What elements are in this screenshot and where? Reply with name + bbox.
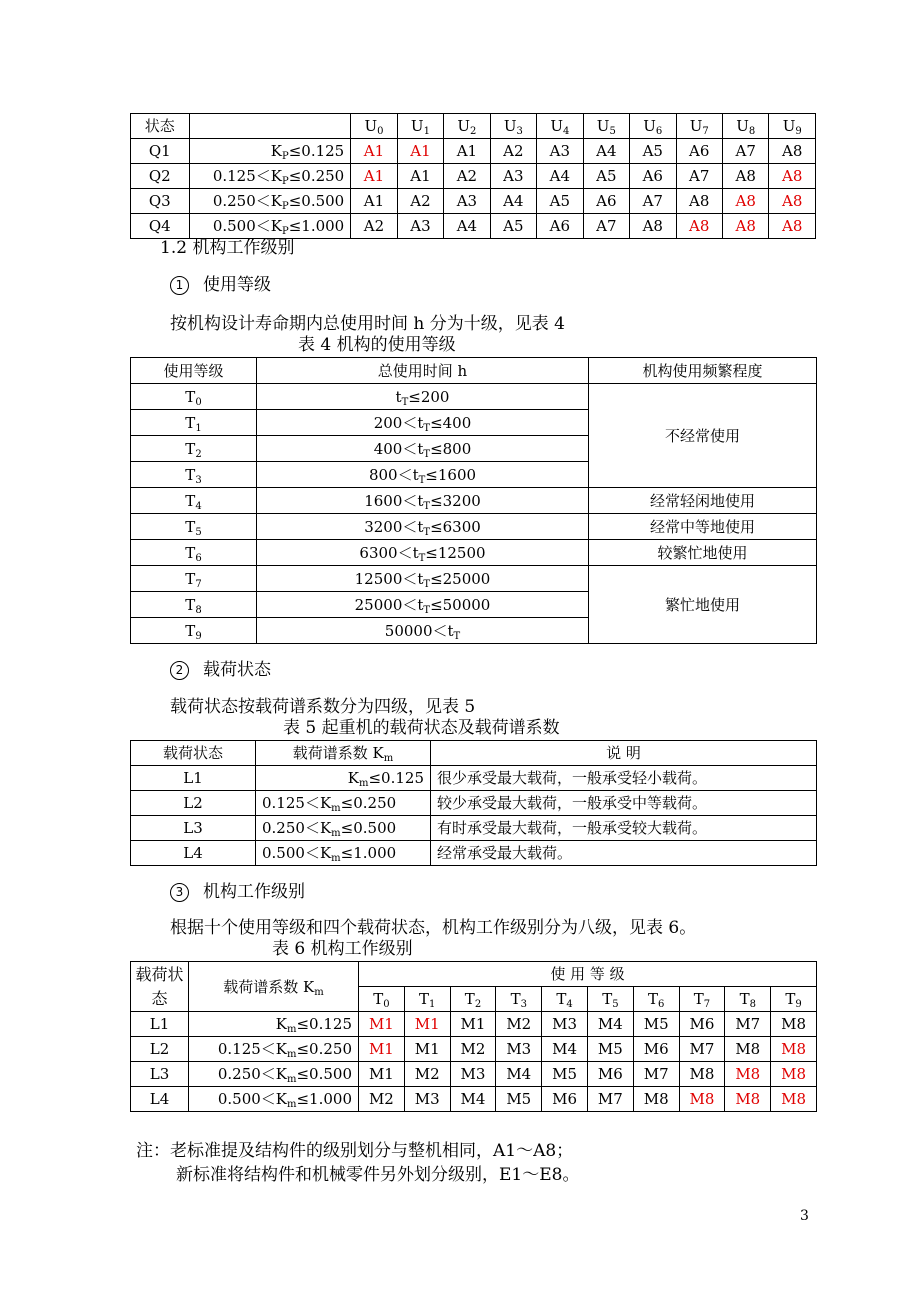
level-cell: A3 (397, 214, 443, 239)
level-cell: A6 (630, 164, 676, 189)
table-header-row (131, 962, 817, 987)
state-cell: Q2 (131, 164, 190, 189)
table-row (131, 164, 816, 189)
state-cell: L1 (131, 766, 256, 791)
level-cell: M6 (587, 1062, 633, 1087)
table-load-states (130, 740, 817, 866)
level-cell: M8 (679, 1062, 725, 1087)
level-cell: A2 (397, 189, 443, 214)
section-heading: 1.2 机构工作级别 (160, 238, 295, 258)
table-row (131, 514, 817, 540)
paragraph-3: 根据十个使用等级和四个载荷状态，机构工作级别分为八级，见表 6。 (170, 918, 697, 938)
level-cell: M1 (404, 1037, 450, 1062)
level-cell: A8 (676, 214, 722, 239)
level-cell: M6 (679, 1012, 725, 1037)
paragraph-1: 按机构设计寿命期内总使用时间 h 分为十级，见表 4 (170, 314, 565, 334)
coef-cell: $0.500<K_m\le 1.000$ (189, 1087, 359, 1112)
table-row (131, 189, 816, 214)
level-cell: M3 (496, 1037, 542, 1062)
grade-header-cell: $T_8$ (725, 987, 771, 1012)
level-cell: M1 (450, 1012, 496, 1037)
table-usage-grades (130, 357, 817, 644)
level-cell: A5 (490, 214, 536, 239)
level-cell: M8 (725, 1037, 771, 1062)
header-cell: 载荷状态 (131, 962, 189, 1012)
circled-number: 2 (170, 661, 189, 680)
time-cell: $t_T\le 200$ (257, 384, 589, 410)
level-cell: M5 (542, 1062, 588, 1087)
level-cell: M8 (771, 1062, 817, 1087)
coef-cell: $0.250<K_m\le 0.500$ (256, 816, 431, 841)
description-cell: 经常承受最大载荷。 (431, 841, 817, 866)
table-row (131, 1087, 817, 1112)
level-cell: M8 (771, 1087, 817, 1112)
frequency-cell: 较繁忙地使用 (589, 540, 817, 566)
table-row (131, 540, 817, 566)
table-row (131, 214, 816, 239)
header-cell: 载荷谱系数 $K_m$ (189, 962, 359, 1012)
grade-header-cell: $U_3$ (490, 114, 536, 139)
coef-cell: $K_m\le 0.125$ (256, 766, 431, 791)
range-cell: $0.250<K_P\le 0.500$ (189, 189, 351, 214)
level-cell: M2 (450, 1037, 496, 1062)
level-cell: A4 (444, 214, 490, 239)
grade-header-cell: $T_3$ (496, 987, 542, 1012)
level-cell: A7 (630, 189, 676, 214)
level-cell: M8 (725, 1062, 771, 1087)
table5-caption: 表 5 起重机的载荷状态及载荷谱系数 (283, 718, 560, 738)
grade-cell: $T_2$ (131, 436, 257, 462)
table-header-row (131, 358, 817, 384)
item-heading-2 (170, 658, 271, 682)
state-cell: L3 (131, 1062, 189, 1087)
grade-header-cell: $T_6$ (633, 987, 679, 1012)
time-cell: $12500<t_T\le 25000$ (257, 566, 589, 592)
level-cell: A4 (583, 139, 629, 164)
grade-header-cell: $U_9$ (769, 114, 816, 139)
range-cell: $0.125<K_P\le 0.250$ (189, 164, 351, 189)
level-cell: M2 (496, 1012, 542, 1037)
level-cell: M3 (404, 1087, 450, 1112)
level-cell: M5 (633, 1012, 679, 1037)
level-cell: M1 (359, 1012, 405, 1037)
description-cell: 很少承受最大载荷，一般承受轻小载荷。 (431, 766, 817, 791)
range-cell: $K_P\le 0.125$ (189, 139, 351, 164)
grade-cell: $T_6$ (131, 540, 257, 566)
grade-cell: $T_9$ (131, 618, 257, 644)
level-cell: M4 (496, 1062, 542, 1087)
level-cell: A7 (583, 214, 629, 239)
item-title: 载荷状态 (203, 660, 271, 680)
header-cell: 说 明 (431, 741, 817, 766)
level-cell: M5 (587, 1037, 633, 1062)
time-cell: $200<t_T\le 400$ (257, 410, 589, 436)
level-cell: A8 (769, 164, 816, 189)
grade-header-cell: $T_4$ (542, 987, 588, 1012)
level-cell: A3 (444, 189, 490, 214)
level-cell: A4 (490, 189, 536, 214)
table-row (131, 791, 817, 816)
level-cell: M7 (679, 1037, 725, 1062)
header-cell: 状态 (131, 114, 190, 139)
item-title: 机构工作级别 (203, 882, 305, 902)
level-cell: A8 (769, 189, 816, 214)
level-cell: A2 (444, 164, 490, 189)
coef-cell: $K_m\le 0.125$ (189, 1012, 359, 1037)
state-cell: L2 (131, 1037, 189, 1062)
level-cell: A3 (537, 139, 583, 164)
frequency-cell: 繁忙地使用 (589, 566, 817, 644)
level-cell: M3 (450, 1062, 496, 1087)
state-cell: L2 (131, 791, 256, 816)
level-cell: A8 (722, 189, 768, 214)
grade-cell: $T_7$ (131, 566, 257, 592)
level-cell: A1 (351, 139, 397, 164)
level-cell: A6 (676, 139, 722, 164)
table-q-states (130, 113, 816, 239)
table-row (131, 1037, 817, 1062)
level-cell: M8 (725, 1087, 771, 1112)
frequency-cell: 经常中等地使用 (589, 514, 817, 540)
table-row (131, 566, 817, 592)
table-row (131, 841, 817, 866)
level-cell: A2 (351, 214, 397, 239)
level-cell: M1 (359, 1037, 405, 1062)
level-cell: A3 (490, 164, 536, 189)
grade-header-cell: $T_2$ (450, 987, 496, 1012)
grade-cell: $T_8$ (131, 592, 257, 618)
item-heading-1 (170, 273, 271, 297)
circled-number: 3 (170, 883, 189, 902)
state-cell: Q1 (131, 139, 190, 164)
coef-cell: $0.250<K_m\le 0.500$ (189, 1062, 359, 1087)
level-cell: A1 (397, 164, 443, 189)
header-cell: 使 用 等 级 (359, 962, 817, 987)
header-cell: 总使用时间 h (257, 358, 589, 384)
frequency-cell: 经常轻闲地使用 (589, 488, 817, 514)
level-cell: M1 (359, 1062, 405, 1087)
state-cell: L4 (131, 841, 256, 866)
time-cell: $800<t_T\le 1600$ (257, 462, 589, 488)
level-cell: A2 (490, 139, 536, 164)
grade-header-cell: $T_0$ (359, 987, 405, 1012)
header-cell: 机构使用频繁程度 (589, 358, 817, 384)
header-cell: 载荷谱系数 $K_m$ (256, 741, 431, 766)
state-cell: L1 (131, 1012, 189, 1037)
item-heading-3 (170, 880, 305, 904)
level-cell: A7 (722, 139, 768, 164)
grade-header-cell: $U_5$ (583, 114, 629, 139)
note-line-1: 注：老标准提及结构件的级别划分与整机相同，A1～A8； (136, 1141, 574, 1161)
level-cell: M6 (633, 1037, 679, 1062)
grade-header-cell: $T_9$ (771, 987, 817, 1012)
level-cell: A5 (583, 164, 629, 189)
table-row (131, 816, 817, 841)
state-cell: L3 (131, 816, 256, 841)
table-row (131, 766, 817, 791)
level-cell: M4 (450, 1087, 496, 1112)
table-mechanism-levels (130, 961, 817, 1112)
level-cell: A8 (722, 214, 768, 239)
time-cell: $50000<t_T$ (257, 618, 589, 644)
level-cell: A8 (676, 189, 722, 214)
frequency-cell: 不经常使用 (589, 384, 817, 488)
header-cell (189, 114, 351, 139)
state-cell: Q4 (131, 214, 190, 239)
level-cell: A1 (351, 164, 397, 189)
level-cell: M8 (633, 1087, 679, 1112)
level-cell: M1 (404, 1012, 450, 1037)
circled-number: 1 (170, 276, 189, 295)
level-cell: A6 (583, 189, 629, 214)
table-header-row (131, 741, 817, 766)
time-cell: $400<t_T\le 800$ (257, 436, 589, 462)
grade-header-cell: $U_7$ (676, 114, 722, 139)
grade-header-cell: $U_1$ (397, 114, 443, 139)
grade-header-cell: $T_7$ (679, 987, 725, 1012)
level-cell: M8 (679, 1087, 725, 1112)
header-cell: 使用等级 (131, 358, 257, 384)
coef-cell: $0.125<K_m\le 0.250$ (256, 791, 431, 816)
level-cell: A8 (630, 214, 676, 239)
grade-header-cell: $U_4$ (537, 114, 583, 139)
grade-cell: $T_1$ (131, 410, 257, 436)
level-cell: A6 (537, 214, 583, 239)
table-row (131, 488, 817, 514)
level-cell: M7 (633, 1062, 679, 1087)
level-cell: M6 (542, 1087, 588, 1112)
level-cell: A1 (444, 139, 490, 164)
coef-cell: $0.125<K_m\le 0.250$ (189, 1037, 359, 1062)
state-cell: L4 (131, 1087, 189, 1112)
grade-header-cell: $U_0$ (351, 114, 397, 139)
level-cell: A1 (397, 139, 443, 164)
range-cell: $0.500<K_P\le 1.000$ (189, 214, 351, 239)
level-cell: M4 (542, 1037, 588, 1062)
paragraph-2: 载荷状态按载荷谱系数分为四级，见表 5 (170, 697, 476, 717)
coef-cell: $0.500<K_m\le 1.000$ (256, 841, 431, 866)
level-cell: M8 (771, 1012, 817, 1037)
grade-cell: $T_5$ (131, 514, 257, 540)
level-cell: M4 (587, 1012, 633, 1037)
level-cell: M8 (771, 1037, 817, 1062)
table-row (131, 384, 817, 410)
description-cell: 有时承受最大载荷，一般承受较大载荷。 (431, 816, 817, 841)
time-cell: $1600<t_T\le 3200$ (257, 488, 589, 514)
grade-header-cell: $T_5$ (587, 987, 633, 1012)
level-cell: M7 (587, 1087, 633, 1112)
description-cell: 较少承受最大载荷，一般承受中等载荷。 (431, 791, 817, 816)
level-cell: M2 (359, 1087, 405, 1112)
level-cell: M7 (725, 1012, 771, 1037)
table4-caption: 表 4 机构的使用等级 (298, 335, 456, 355)
table-header-row (131, 114, 816, 139)
grade-cell: $T_3$ (131, 462, 257, 488)
time-cell: $6300<t_T\le 12500$ (257, 540, 589, 566)
table-row (131, 139, 816, 164)
level-cell: A8 (769, 139, 816, 164)
table-row (131, 1012, 817, 1037)
table-row (131, 1062, 817, 1087)
level-cell: A1 (351, 189, 397, 214)
level-cell: A8 (769, 214, 816, 239)
grade-cell: $T_0$ (131, 384, 257, 410)
header-cell: 载荷状态 (131, 741, 256, 766)
level-cell: A8 (722, 164, 768, 189)
page-number: 3 (800, 1208, 809, 1224)
grade-header-cell: $T_1$ (404, 987, 450, 1012)
note-line-2: 新标准将结构件和机械零件另外划分级别，E1～E8。 (176, 1165, 580, 1185)
level-cell: M3 (542, 1012, 588, 1037)
level-cell: A4 (537, 164, 583, 189)
grade-header-cell: $U_6$ (630, 114, 676, 139)
level-cell: M5 (496, 1087, 542, 1112)
state-cell: Q3 (131, 189, 190, 214)
table6-caption: 表 6 机构工作级别 (272, 939, 413, 959)
time-cell: $25000<t_T\le 50000$ (257, 592, 589, 618)
grade-header-cell: $U_2$ (444, 114, 490, 139)
item-title: 使用等级 (203, 275, 271, 295)
level-cell: A7 (676, 164, 722, 189)
grade-cell: $T_4$ (131, 488, 257, 514)
level-cell: A5 (537, 189, 583, 214)
level-cell: M2 (404, 1062, 450, 1087)
level-cell: A5 (630, 139, 676, 164)
time-cell: $3200<t_T\le 6300$ (257, 514, 589, 540)
grade-header-cell: $U_8$ (722, 114, 768, 139)
